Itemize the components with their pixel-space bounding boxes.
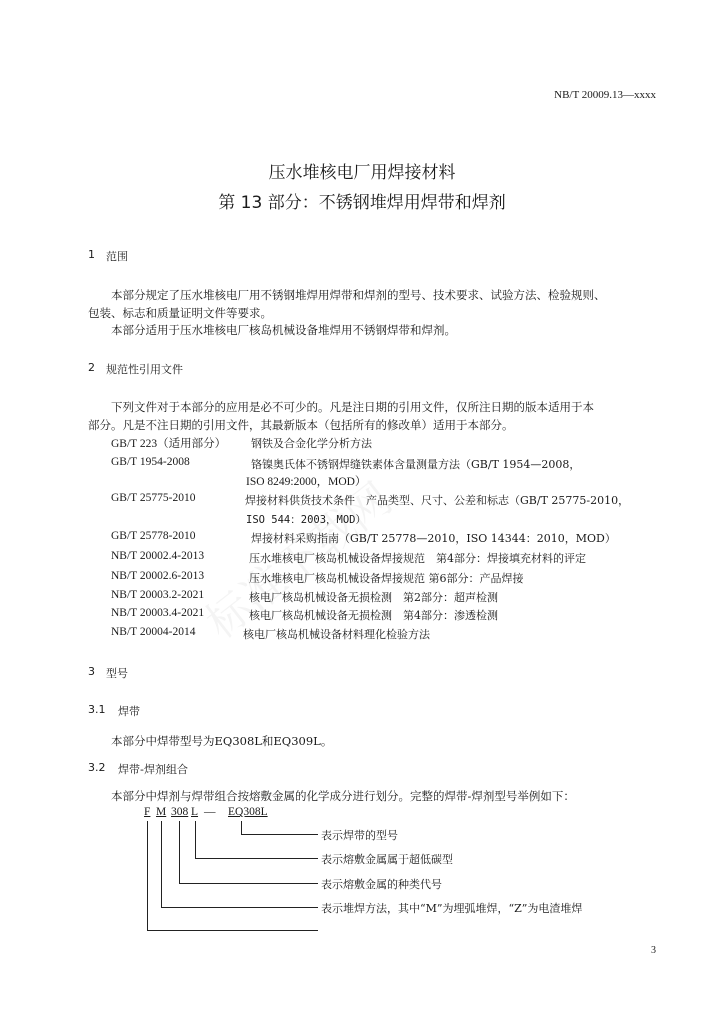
ref-title: 核电厂核岛机械设备无损检测 第4部分：渗透检测 <box>249 609 498 622</box>
leader-vertical <box>161 821 162 908</box>
leader-vertical <box>241 821 242 835</box>
leader-vertical <box>195 821 196 859</box>
subsection-3-2-heading: 焊带-焊剂组合 <box>118 763 188 776</box>
ref-code: NB/T 20002.6-2013 <box>111 570 205 582</box>
leader-horizontal <box>161 907 318 908</box>
document-number: NB/T 20009.13—xxxx <box>554 89 656 101</box>
ref-title: 钢铁及合金化学分析方法 <box>251 437 372 450</box>
section2-number: 2 <box>88 361 95 374</box>
section3-number: 3 <box>88 665 95 678</box>
section1-heading: 范围 <box>106 250 128 263</box>
leader-horizontal <box>179 883 318 884</box>
designation-part-308: 308 <box>171 806 189 818</box>
designation-part-wire: EQ308L <box>228 806 268 818</box>
leader-vertical <box>147 821 148 931</box>
leader-horizontal <box>195 858 318 859</box>
section1-number: 1 <box>88 248 95 261</box>
section1-para1-line2: 包装、标志和质量证明文件等要求。 <box>88 306 272 320</box>
ref-title: 铬镍奥氏体不锈钢焊缝铁素体含量测量方法（GB/T 1954—2008， <box>251 458 581 471</box>
section3-heading: 型号 <box>106 667 128 680</box>
ref-title: 压水堆核电厂核岛机械设备焊接规范 第6部分：产品焊接 <box>249 572 524 585</box>
section1-para1-line1: 本部分规定了压水堆核电厂用不锈钢堆焊用焊带和焊剂的型号、技术要求、试验方法、检验规则、 <box>111 288 606 302</box>
ref-title-cont: ISO 8249:2000，MOD） <box>246 476 367 488</box>
ref-title: 核电厂核岛机械设备无损检测 第2部分：超声检测 <box>249 591 498 604</box>
ref-code: NB/T 20003.4-2021 <box>111 607 205 619</box>
doc-title-line2: 第 13 部分：不锈钢堆焊用焊带和焊剂 <box>218 193 506 213</box>
section2-intro-line1: 下列文件对于本部分的应用是必不可少的。凡是注日期的引用文件，仅所注日期的版本适用于本 <box>111 400 594 414</box>
ref-title-cont: ISO 544：2003，MOD） <box>246 514 367 526</box>
subsection-3-1-body: 本部分中焊带型号为EQ308L和EQ309L。 <box>111 734 333 748</box>
section2-heading: 规范性引用文件 <box>106 363 183 376</box>
ref-title: 核电厂核岛机械设备材料理化检验方法 <box>243 628 430 641</box>
leader-horizontal <box>147 930 318 931</box>
subsection-3-1-heading: 焊带 <box>118 705 140 718</box>
subsection-3-1-number: 3.1 <box>88 703 106 716</box>
designation-part-L: L <box>191 806 199 818</box>
ref-title: 压水堆核电厂核岛机械设备焊接规范 第4部分：焊接填充材料的评定 <box>249 552 586 565</box>
ref-title: 焊接材料供货技术条件 产品类型、尺寸、公差和标志（GB/T 25775-2010， <box>245 494 630 507</box>
leader-horizontal <box>241 834 318 835</box>
ref-code: NB/T 20002.4-2013 <box>111 550 205 562</box>
designation-part-F: F <box>144 806 151 818</box>
page-number: 3 <box>651 945 656 956</box>
ref-code: NB/T 20003.2-2021 <box>111 589 205 601</box>
ref-code: GB/T 1954-2008 <box>111 456 190 468</box>
diagram-label-method: 表示堆焊方法，其中“M”为埋弧堆焊，“Z”为电渣堆焊 <box>321 902 583 915</box>
ref-code: GB/T 223（适用部分） <box>111 438 227 450</box>
leader-vertical <box>179 821 180 884</box>
subsection-3-2-body: 本部分中焊剂与焊带组合按熔敷金属的化学成分进行划分。完整的焊带-焊剂型号举例如下： <box>111 789 575 803</box>
ref-code: GB/T 25775-2010 <box>111 492 196 504</box>
section2-intro-line2: 部分。凡是不注日期的引用文件，其最新版本（包括所有的修改单）适用于本部分。 <box>88 418 514 432</box>
subsection-3-2-number: 3.2 <box>88 761 106 774</box>
section1-para2: 本部分适用于压水堆核电厂核岛机械设备堆焊用不锈钢焊带和焊剂。 <box>111 323 456 337</box>
ref-title: 焊接材料采购指南（GB/T 25778—2010，ISO 14344：2010，MOD） <box>251 532 616 545</box>
ref-code: NB/T 20004-2014 <box>111 626 196 638</box>
diagram-label-low-carbon: 表示熔敷金属属于超低碳型 <box>321 853 453 866</box>
ref-code: GB/T 25778-2010 <box>111 530 196 542</box>
diagram-label-wire-type: 表示焊带的型号 <box>321 829 398 842</box>
doc-title-line1: 压水堆核电厂用焊接材料 <box>268 163 456 183</box>
designation-dash: — <box>204 806 216 818</box>
diagram-label-metal-type: 表示熔敷金属的种类代号 <box>321 878 442 891</box>
designation-part-M: M <box>156 806 167 818</box>
